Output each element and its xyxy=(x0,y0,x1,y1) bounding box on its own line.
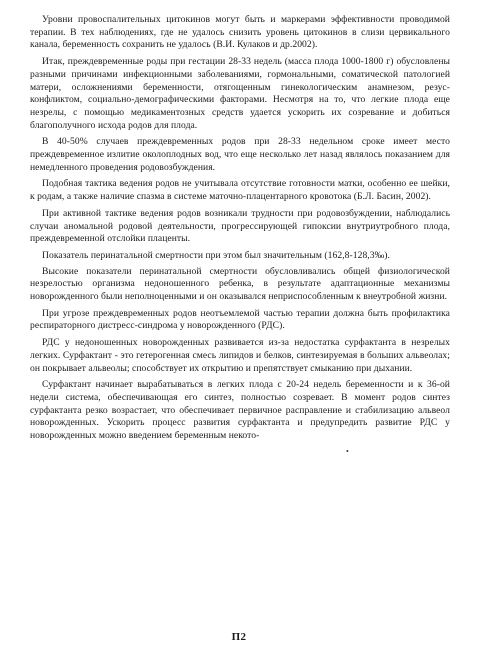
paragraph-active-tactics: При активной тактике ведения родов возникали трудности при родовозбуждении, наблюдались случаи аномальной родовой деятельности, прогрессирующей гипоксии внутриутробного плода, преждевременной отслойки плаценты. xyxy=(30,207,450,245)
document-body xyxy=(30,14,450,447)
paragraph-amniotic-fluid: В 40-50% случаев преждевременных родов при 28-33 недельном сроке имеет место преждевременное излитие околоплодных вод, что еще несколько лет назад являлось показанием для немедленного проведения родовозбуждения. xyxy=(30,136,450,173)
paragraph-surfactant-development: Сурфактант начинает вырабатываться в легких плода с 20-24 недель беременности и к 36-ой недели система, обеспечивающая его синтез, полностью созревает. В момент родов синтез сурфактанта резко возрастает, что обеспечивает первичное расправление и стабилизацию альвеол новорожденных. Ускорить процесс развития сурфактанта и предупредить развитие РДС у новорожденных можно введением беременным некото- xyxy=(30,379,450,442)
paragraph-mortality-rate: Показатель перинатальной смертности при этом был значительным (162,8-128,3‰). xyxy=(42,249,390,261)
paragraph-surfactant-definition: РДС у недоношенных новорожденных развивается из-за недостатка сурфактанта в незрелых легких. Сурфактант - это гетерогенная смесь липидов и белков, синтезируемая в больших альвеолах; он покрывает альвеолы; способствует их открытию и препятствует смыканию при дыхании. xyxy=(30,337,450,374)
scan-speck: • xyxy=(346,447,349,456)
paragraph-cytokines: Уровни провоспалительных цитокинов могут быть и маркерами эффективности проводимой терапии. В тех наблюдениях, где не удалось снизить уровень цитокинов в слизи цервикального канала, беременность сохранить не удалось (В.И. Кулаков и др.2002). xyxy=(30,14,450,51)
paragraph-tactics: Подобная тактика ведения родов не учитывала отсутствие готовности матки, особенно ее шейки, к родам, а также наличие спазма в системе маточно-плацентарного кровотока (Б.Л. Басин, 2002). xyxy=(30,178,450,203)
paragraph-immaturity: Высокие показатели перинатальной смертности обусловливались общей физиологической незрелостью организма недоношенного ребенка, в результате адаптационные механизмы новорожденного были неполноценными и он оказывался неприспособленным к внеутробной жизни. xyxy=(30,265,450,303)
paragraph-preterm-causes: Итак, преждевременные роды при гестации 28-33 недель (масса плода 1000-1800 г) обусловлены разными причинами инфекционными заболеваниями, гормональными, соматической патологией матери, осложнениями беременности, отягощенным гинекологическим анамнезом, резус-конфликтом, социально-демографическими факторами. Несмотря на то, что легкие плода еще незрелы, с помощью медикаментозных средств удается ускорить их созревание и добиться благополучного исхода родов для плода. xyxy=(30,56,450,131)
paragraph-rds-prevention: При угрозе преждевременных родов неотъемлемой частью терапии должна быть профилактика респираторного дистресс-синдрома у новорожденного (РДС). xyxy=(30,307,450,332)
page-number: П2 xyxy=(231,631,247,643)
